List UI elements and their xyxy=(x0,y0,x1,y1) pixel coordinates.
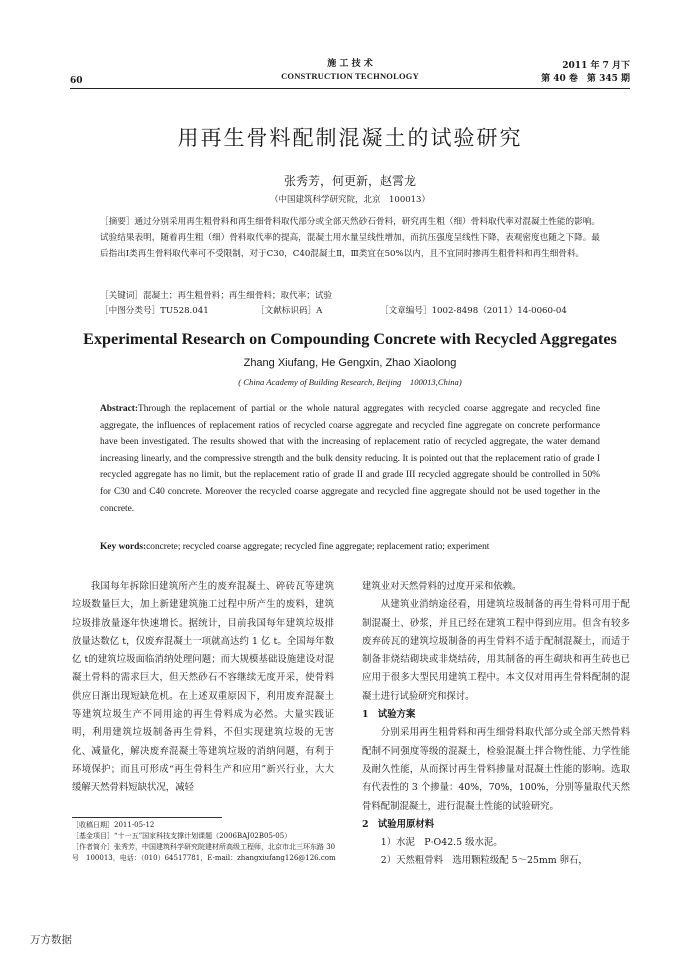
article-number: ［文章编号］1002-8498（2011）14-0060-04 xyxy=(380,306,567,316)
body-paragraph: 从建筑业消纳途径看，用建筑垃圾制备的再生骨料可用于配制混凝土、砂浆，并且已经在建筑工程中得到应用。但含有较多废弃砖瓦的建筑垃圾制备的再生骨料不适于配制混凝土，而适于制备非烧结砌块或非烧结砖，用其制备的再生砌块和再生砖也已应用于很多大型民用建筑工程中。本文仅对用再生骨料配制的混凝土进行试验研究和探讨。 xyxy=(362,599,630,702)
section-heading: 2 试验用原材料 xyxy=(362,818,435,830)
affiliation-en: ( China Academy of Building Research, Beijing 100013,China) xyxy=(238,377,462,387)
body-paragraph: 建筑业对天然骨料的过度开采和依赖。 xyxy=(362,581,522,592)
paper-title-en: Experimental Research on Compounding Concrete with Recycled Aggregates xyxy=(83,330,617,348)
abstract-en-text: Through the replacement of partial or the whole natural aggregates with recycled coarse aggregate and recycled fine aggregate, the influences of replacement ratios of recycled coarse aggregate and recycled fine aggregate on concrete performance have been investigated. The results showed that with the increasing of replacement ratio of recycled aggregate, the water demand increasing linearly, and the compressive strength and the bulk density reducing. It is pointed out that the replacement ratio of grade I recycled aggregate has no limit, but the replacement ratio of grade II and grade III recycled aggregate should be controlled in 50% for C30 and C40 concrete. Moreover the recycled coarse aggregate and recycled fine aggregate should not be used together in the concrete. xyxy=(100,404,600,514)
abstract-en xyxy=(100,401,600,517)
authors-cn: 张秀芳，何更新，赵霄龙 xyxy=(283,174,416,188)
authors-en: Zhang Xiufang, He Gengxin, Zhao Xiaolong xyxy=(243,357,457,369)
abstract-cn: ［摘要］通过分别采用再生粗骨料和再生细骨料取代部分或全部天然砂石骨料，研究再生粗（细）骨料取代率对混凝土性能的影响。试验结果表明，随着再生粗（细）骨料取代率的提高，混凝土用水量呈线性增加，而抗压强度呈线性下降，表观密度也随之下降。最后指出Ⅰ类再生骨料取代率可不受限制，对于C30，C40混凝土Ⅱ，Ⅲ类宜在50%以内，且不宜同时掺再生粗骨料和再生细骨料。 xyxy=(100,217,600,260)
watermark: 万方数据 xyxy=(30,934,72,946)
page-number: 60 xyxy=(70,76,83,86)
journal-name-en: CONSTRUCTION TECHNOLOGY xyxy=(281,71,419,81)
affiliation-cn: （中国建筑科学研究院，北京 100013） xyxy=(270,195,430,205)
body-paragraph: 1）水泥 P·O42.5 级水泥。 xyxy=(380,837,503,849)
issue-info xyxy=(480,60,630,86)
fund-project: ［基金项目］“十一五”国家科技支撑计划课题（2006BAJ02B05-05） xyxy=(72,832,292,840)
body-paragraph: 分别采用再生粗骨料和再生细骨料取代部分或全部天然骨料配制不同强度等级的混凝土，检验混凝土拌合物性能、力学性能及耐久性能，从而探讨再生骨料掺量对混凝土性能的影响。选取有代表性的 3 个掺量：40%，70%，100%，分别等量取代天然骨料配制混凝土，进行混凝土性能的试验研究。 xyxy=(362,727,630,812)
body-paragraph: 我国每年拆除旧建筑所产生的废弃混凝土、碎砖瓦等建筑垃圾数量巨大，加上新建建筑施工过程中所产生的废料，建筑垃圾排放量逐年快速增长。据统计，目前我国每年建筑垃圾排放量达数亿 t，仅废弃混凝土一项就高达约 1 亿 t。全国每年数亿 t的建筑垃圾面临消纳处理问题；而大规模基础设施建设对混凝土骨料的需求巨大，但天然砂石不容继续无度开采，使骨料供应日渐出现短缺危机。在上述双重原因下，利用废弃混凝土等建筑垃圾生产不同用途的再生骨料成为必然。大量实践证明，利用建筑垃圾制备再生骨料，不但实现建筑垃圾的无害化、减量化，解决废弃混凝土等建筑垃圾的消纳问题，有利于环境保护；而且可形成“再生骨料生产和应用”新兴行业，大大缓解天然骨料短缺状况，减轻 xyxy=(72,581,334,794)
keywords-en-label: Key words: xyxy=(100,542,147,552)
received-date: ［收稿日期］2011-05-12 xyxy=(72,821,155,829)
abstract-en-label: Abstract: xyxy=(100,404,139,414)
volume-issue: 第 40 卷 第 345 期 xyxy=(541,74,630,84)
section-heading: 1 试验方案 xyxy=(362,709,416,721)
body-paragraph: 2）天然粗骨料 选用颗粒级配 5～25mm 卵石， xyxy=(380,855,588,867)
body-right-column xyxy=(362,578,630,871)
keywords-cn: ［关键词］混凝土；再生粗骨料；再生细骨料；取代率；试验 xyxy=(100,291,333,301)
footnote xyxy=(72,820,336,864)
issue-date: 2011 年 7 月下 xyxy=(562,61,630,71)
keywords-en xyxy=(100,542,600,552)
document-code: ［文献标识码］A xyxy=(256,306,323,316)
clc-number: ［中图分类号］TU528.041 xyxy=(100,306,209,316)
body-left-column xyxy=(72,578,334,798)
keywords-en-text: concrete; recycled coarse aggregate; recycled fine aggregate; replacement ratio; experiment xyxy=(146,542,490,552)
header-rule xyxy=(70,88,630,89)
footnote-rule xyxy=(72,817,222,818)
author-bio: ［作者简介］张秀芳，中国建筑科学研究院建材所高级工程师，北京市北三环东路 30 号 100013，电话：（010）64517781，E-mail：zhangxiufang126@126.com xyxy=(72,843,336,862)
journal-name-cn: 施 工 技 术 xyxy=(327,59,373,69)
paper-title-cn: 用再生骨料配制混凝土的试验研究 xyxy=(177,126,523,150)
